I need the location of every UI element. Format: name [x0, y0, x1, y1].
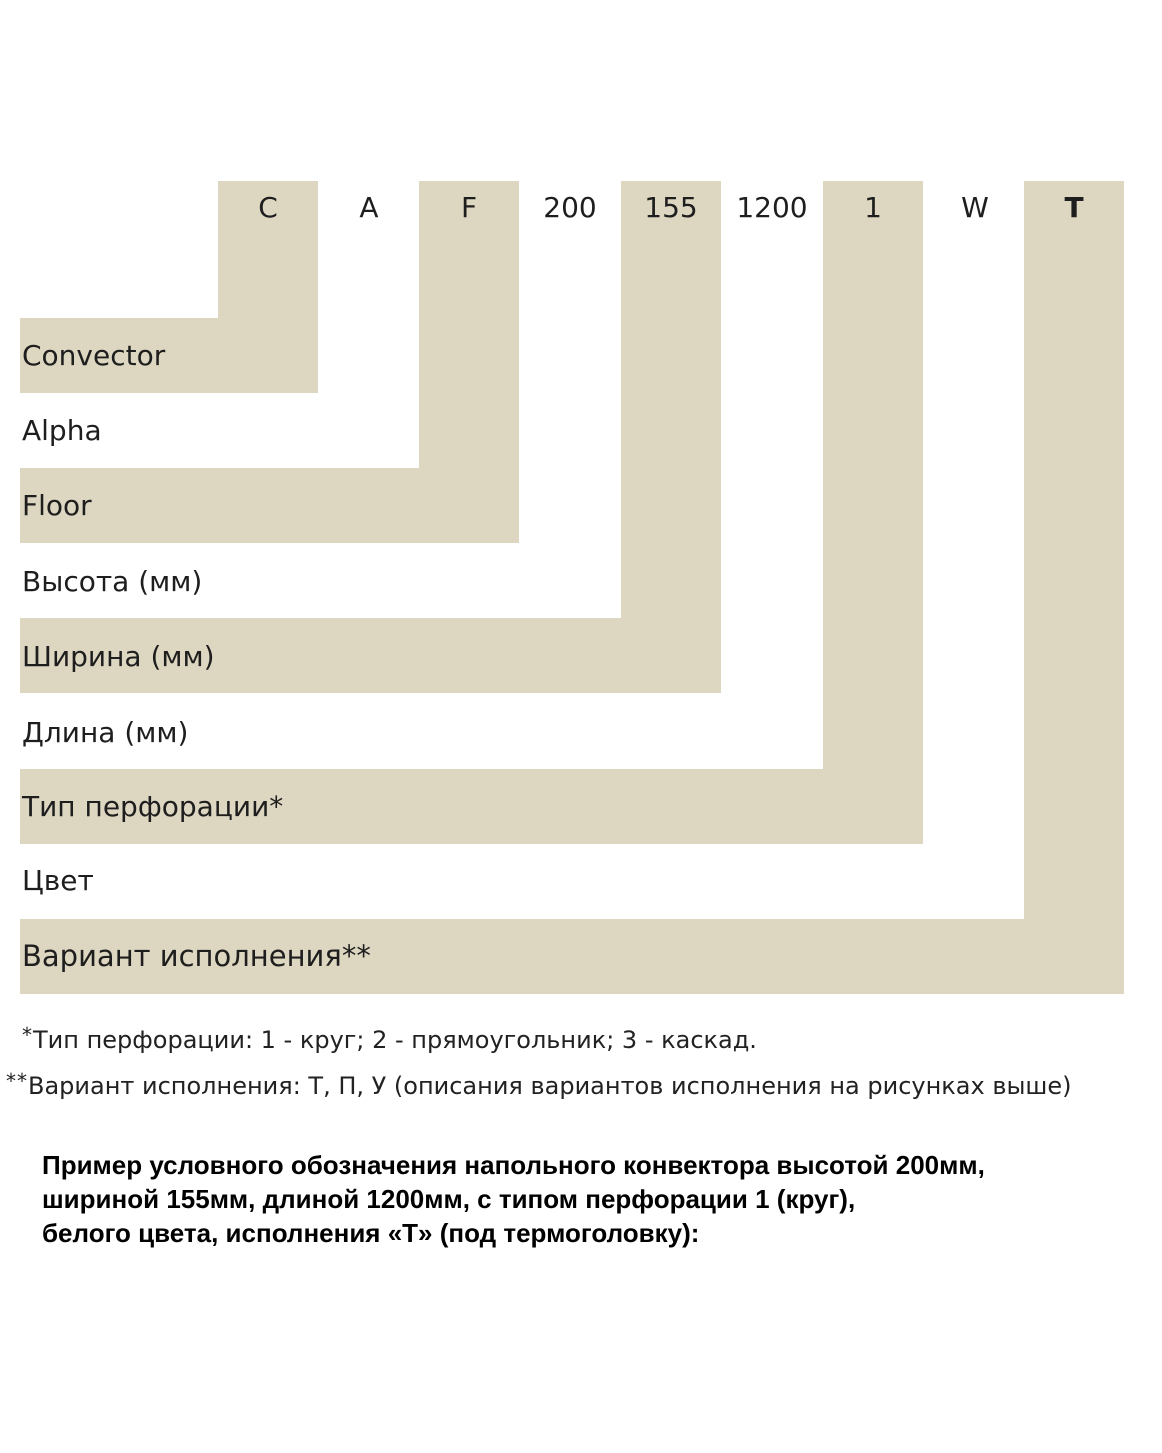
code-a: A: [359, 191, 379, 224]
footnote-perforation: [22, 1024, 757, 1057]
code-length: 1200: [736, 191, 808, 224]
example-paragraph: [42, 1148, 1132, 1250]
label-color: Цвет: [22, 864, 94, 897]
code-width: 155: [644, 191, 698, 224]
footnote-text: Вариант исполнения: Т, П, У (описания вариантов исполнения на рисунках выше): [28, 1072, 1072, 1100]
band-width-column: [621, 181, 721, 618]
code-f: F: [460, 191, 478, 224]
band-floor-row: [20, 468, 519, 543]
band-variant-column: [1024, 181, 1124, 919]
code-variant: T: [1064, 191, 1084, 224]
example-line: белого цвета, исполнения «Т» (под термоголовку):: [42, 1218, 700, 1248]
code-height: 200: [543, 191, 597, 224]
code-color: W: [961, 191, 989, 224]
footnote-variant: [6, 1070, 1072, 1103]
label-variant: Вариант исполнения**: [22, 939, 371, 973]
label-length: Длина (мм): [22, 716, 189, 749]
code-c: C: [258, 191, 278, 224]
label-convector: Convector: [22, 339, 166, 372]
label-perforation: Тип перфорации*: [22, 790, 284, 823]
label-height: Высота (мм): [22, 565, 203, 598]
label-width: Ширина (мм): [22, 640, 215, 673]
footnote-text: Тип перфорации: 1 - круг; 2 - прямоугольник; 3 - каскад.: [33, 1026, 757, 1054]
band-perforation-column: [823, 181, 923, 769]
code-perforation: 1: [864, 191, 882, 224]
example-line: шириной 155мм, длиной 1200мм, с типом перфорации 1 (круг),: [42, 1184, 856, 1214]
footnote-mark: *: [22, 1023, 33, 1047]
example-line: Пример условного обозначения напольного конвектора высотой 200мм,: [42, 1150, 985, 1180]
label-floor: Floor: [22, 489, 92, 522]
footnote-mark: **: [6, 1069, 28, 1093]
label-alpha: Alpha: [22, 414, 102, 447]
